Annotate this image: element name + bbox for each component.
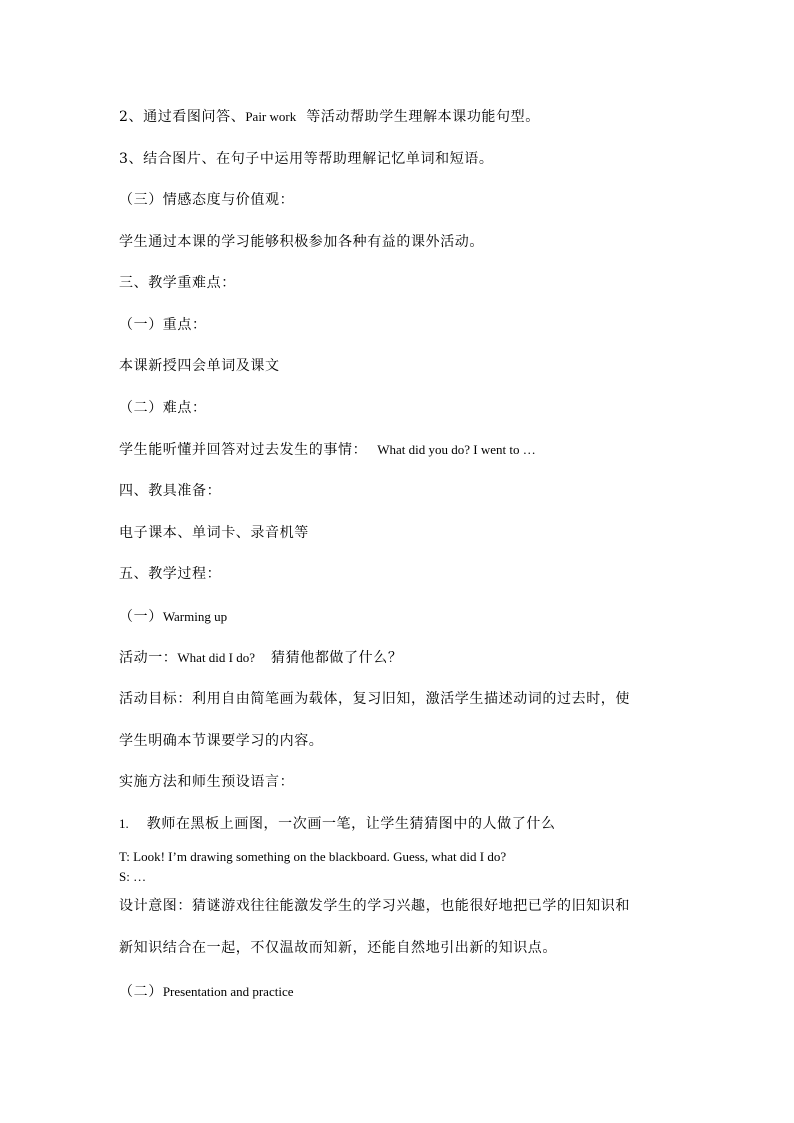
step-1-number: 1. xyxy=(119,816,129,831)
heading-difficult-points: （二）难点： xyxy=(119,400,207,416)
activity-1-suffix: 猜猜他都做了什么？ xyxy=(271,650,403,666)
presentation-heading xyxy=(119,983,293,1001)
activity-1-question: What did I do? xyxy=(177,650,256,665)
heading-key-difficult-points: 三、教学重难点： xyxy=(119,275,236,291)
activity-goal-line-1: 活动目标：利用自由简笔画为载体，复习旧知，激活学生描述动词的过去时，使 xyxy=(119,691,630,707)
objective-2-prefix: 2、通过看图问答、 xyxy=(119,109,246,125)
activity-1-prefix: 活动一： xyxy=(119,650,178,666)
difficult-points-text: 学生能听懂并回答对过去发生的事情： xyxy=(119,442,368,458)
difficult-points-line xyxy=(119,441,536,459)
activity-1-line xyxy=(119,649,402,667)
dialogue-teacher-line: T: Look! I’m drawing something on the blackboard. Guess, what did I do? xyxy=(119,849,507,864)
design-intent-line-1: 设计意图：猜谜游戏往往能激发学生的学习兴趣，也能很好地把已学的旧知识和 xyxy=(119,898,630,914)
heading-emotional-attitude: （三）情感态度与价值观： xyxy=(119,192,295,208)
emotional-attitude-text: 学生通过本课的学习能够积极参加各种有益的课外活动。 xyxy=(119,234,484,250)
objective-3-line: 3、结合图片、在句子中运用等帮助理解记忆单词和短语。 xyxy=(119,151,494,167)
presentation-label: Presentation and practice xyxy=(162,984,294,999)
heading-teaching-aids: 四、教具准备： xyxy=(119,483,222,499)
heading-key-points: （一）重点： xyxy=(119,317,207,333)
warming-up-label: Warming up xyxy=(162,609,228,624)
objective-2-line xyxy=(119,108,540,126)
teaching-aids-text: 电子课本、单词卡、录音机等 xyxy=(119,525,309,541)
warming-up-prefix: （一） xyxy=(119,609,163,625)
step-1-text: 教师在黑板上画图，一次画一笔，让学生猜猜图中的人做了什么 xyxy=(146,816,556,832)
design-intent-line-2: 新知识结合在一起，不仅温故而知新，还能自然地引出新的知识点。 xyxy=(119,940,557,956)
presentation-prefix: （二） xyxy=(119,984,163,1000)
step-1-line xyxy=(119,815,556,833)
activity-goal-line-2: 学生明确本节课要学习的内容。 xyxy=(119,733,324,749)
warming-up-heading xyxy=(119,608,227,626)
objective-2-suffix: 等活动帮助学生理解本课功能句型。 xyxy=(306,109,540,125)
dialogue-student-line: S: … xyxy=(119,869,147,884)
pair-work-term: Pair work xyxy=(245,109,297,124)
implementation-heading: 实施方法和师生预设语言： xyxy=(119,774,295,790)
heading-teaching-process: 五、教学过程： xyxy=(119,566,222,582)
key-points-text: 本课新授四会单词及课文 xyxy=(119,358,280,374)
difficult-points-sentence: What did you do? I went to … xyxy=(377,442,536,457)
